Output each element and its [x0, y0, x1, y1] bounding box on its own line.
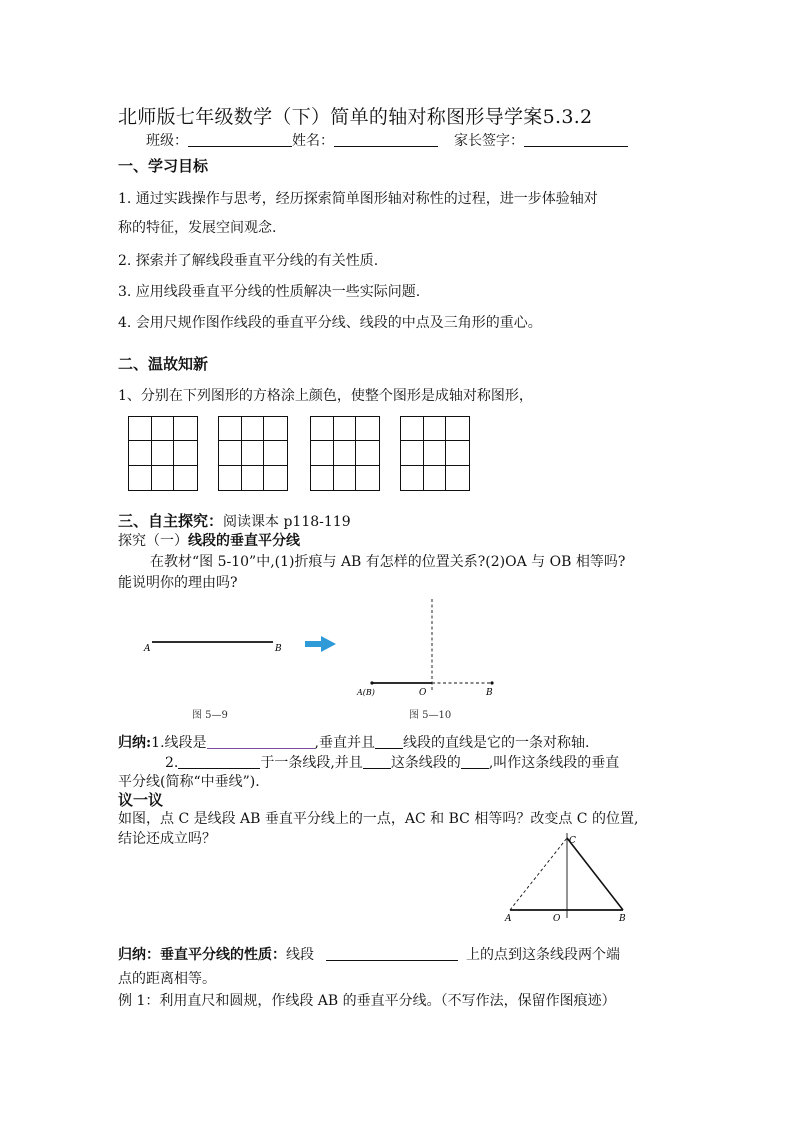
summary1-blank-5[interactable]: [461, 754, 489, 769]
goal-item-2: 2. 探索并了解线段垂直平分线的有关性质.: [118, 253, 379, 269]
color-grid-2[interactable]: [218, 416, 288, 491]
summary1-blank-4[interactable]: [363, 754, 391, 769]
fig510-caption: 图 5—10: [409, 710, 452, 721]
summary1-line2: [165, 752, 619, 772]
summary2-line1: [118, 944, 620, 964]
summary1-line2-d: ,叫作这条线段的垂直: [488, 755, 620, 771]
summary1-line3: 平分线(简称“中垂线”).: [118, 774, 260, 790]
summary1-line2-c: 这条线段的: [390, 755, 461, 771]
color-grid-3[interactable]: [310, 416, 380, 491]
explore-question-line2: 能说明你的理由吗?: [118, 575, 238, 591]
goal-item-4: 4. 会用尺规作图作线段的垂直平分线、线段的中点及三角形的重心。: [118, 315, 542, 331]
section2-heading: 二、温故知新: [118, 355, 209, 373]
summary2-text-b: 上的点到这条线段两个端: [466, 947, 620, 963]
student-info-line: [146, 130, 628, 150]
explore-title: 线段的垂直平分线: [188, 533, 300, 549]
figure-isosceles-triangle: [500, 830, 640, 925]
goal-item-3: 3. 应用线段垂直平分线的性质解决一些实际问题.: [118, 284, 421, 300]
parent-label: 家长签字：: [454, 133, 524, 149]
fig510-label-b: B: [486, 688, 493, 698]
summary1-blank-1[interactable]: [207, 734, 315, 749]
section1-heading: 一、学习目标: [118, 157, 209, 175]
discuss-line1: 如图，点 C 是线段 AB 垂直平分线上的一点，AC 和 BC 相等吗？改变点 C 的位置,: [118, 811, 639, 827]
review-question-1: 1、分别在下列图形的方格涂上颜色，使整个图形是成轴对称图形，: [118, 388, 533, 404]
summary1-line1-a: 1.线段是: [151, 735, 207, 751]
triangle-side-bc: [567, 838, 623, 910]
class-label: 班级：: [146, 133, 188, 149]
triangle-label-c: C: [569, 836, 576, 846]
discuss-line2: 结论还成立吗？: [118, 831, 216, 847]
fig510-label-o: O: [419, 688, 427, 698]
explore-prefix: 探究（一）: [118, 533, 188, 549]
triangle-label-o: O: [553, 914, 561, 924]
parent-sign-blank[interactable]: [524, 132, 628, 147]
summary1-label: 归纳:: [118, 735, 152, 751]
name-label: 姓名：: [292, 133, 334, 149]
goal-item-1: 1. 通过实践操作与思考，经历探索简单图形轴对称性的过程，进一步体验轴对: [118, 191, 598, 207]
fig59-label-b: B: [275, 644, 282, 654]
summary1-blank-3[interactable]: [178, 754, 260, 769]
arrow-right-icon: [305, 636, 336, 652]
example-1: 例 1：利用直尺和圆规，作线段 AB 的垂直平分线。（不写作法，保留作图痕迹）: [118, 993, 616, 1009]
summary1-line1-b: ,垂直并且: [314, 735, 375, 751]
summary1-line2-b: 于一条线段,并且: [260, 755, 363, 771]
summary2-label: 归纳：垂直平分线的性质：: [118, 947, 286, 963]
page-title: 北师版七年级数学（下）简单的轴对称图形导学案5.3.2: [118, 106, 593, 128]
section3-heading: 三、自主探究：: [118, 512, 224, 530]
summary2-text-a: 线段: [286, 947, 314, 963]
triangle-side-ac: [510, 838, 567, 910]
summary1-line1-c: 线段的直线是它的一条对称轴.: [402, 735, 590, 751]
section3-reading: 阅读课本 p118-119: [223, 514, 351, 530]
triangle-label-b: B: [619, 914, 626, 924]
color-grid-4[interactable]: [400, 416, 470, 491]
explore-title-line: [118, 530, 300, 550]
fig59-caption: 图 5—9: [192, 710, 228, 721]
discuss-heading: 议一议: [118, 791, 164, 809]
summary2-line2: 点的距离相等。: [118, 971, 216, 987]
section3-heading-line: [118, 510, 351, 531]
goal-item-1-cont: 称的特征，发展空间观念.: [118, 220, 277, 236]
name-blank[interactable]: [334, 132, 438, 147]
fig510-label-ab: A(B): [357, 688, 375, 697]
summary1-line2-a: 2.: [165, 755, 179, 771]
summary2-blank[interactable]: [326, 946, 458, 961]
fig59-label-a: A: [144, 644, 151, 654]
summary1-line1: [118, 732, 589, 752]
triangle-label-a: A: [505, 914, 512, 924]
summary1-blank-2[interactable]: [375, 734, 403, 749]
class-blank[interactable]: [188, 132, 292, 147]
color-grid-1[interactable]: [128, 416, 198, 491]
explore-question-line1: 在教材“图 5-10”中,(1)折痕与 AB 有怎样的位置关系?(2)OA 与 OB 相等吗?: [150, 554, 626, 570]
figure-5-9-and-5-10: [130, 595, 510, 725]
